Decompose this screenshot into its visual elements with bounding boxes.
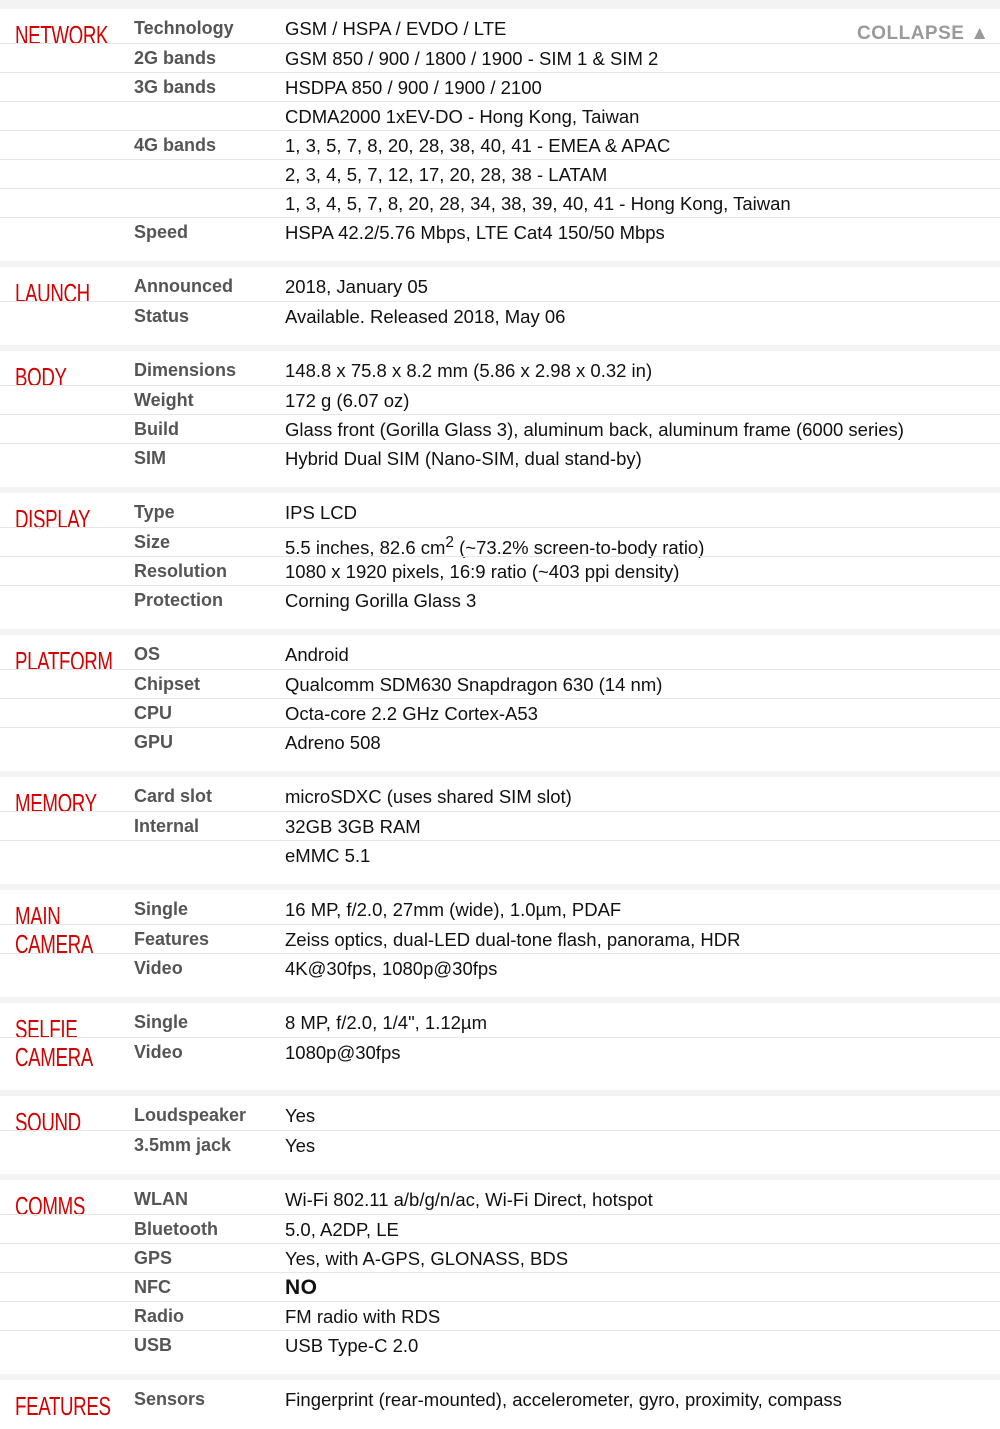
spec-row bbox=[0, 727, 1000, 757]
spec-title[interactable]: Build bbox=[134, 419, 179, 439]
spec-row bbox=[0, 159, 1000, 189]
spec-row bbox=[0, 811, 1000, 841]
spec-row bbox=[0, 43, 1000, 73]
spec-title[interactable]: Video bbox=[134, 958, 183, 978]
spec-row bbox=[0, 414, 1000, 444]
spec-row bbox=[0, 840, 1000, 870]
collapse-button[interactable] bbox=[857, 22, 990, 46]
collapse-label: COLLAPSE bbox=[857, 23, 965, 44]
spec-row bbox=[0, 443, 1000, 473]
section-heading[interactable]: COMMS bbox=[15, 1191, 85, 1221]
spec-row bbox=[0, 782, 1000, 811]
spec-title[interactable]: Internal bbox=[134, 816, 200, 836]
spec-value: Yes, with A-GPS, GLONASS, BDS bbox=[285, 1248, 569, 1269]
spec-title[interactable]: Size bbox=[134, 532, 171, 552]
spec-row bbox=[0, 1214, 1000, 1244]
spec-row bbox=[0, 556, 1000, 586]
spec-section-display bbox=[0, 493, 1000, 629]
section-heading-line: SELFIE bbox=[15, 1014, 78, 1044]
spec-section-sound bbox=[0, 1096, 1000, 1174]
spec-title[interactable]: Sensors bbox=[134, 1389, 206, 1409]
spec-section-main-camera bbox=[0, 890, 1000, 997]
spec-row bbox=[0, 1301, 1000, 1331]
spec-title[interactable]: Protection bbox=[134, 590, 224, 610]
section-heading[interactable]: FEATURES bbox=[15, 1391, 111, 1421]
spec-title[interactable]: WLAN bbox=[134, 1189, 188, 1209]
spec-value: eMMC 5.1 bbox=[285, 845, 371, 866]
spec-section-launch bbox=[0, 267, 1000, 345]
spec-value: Wi-Fi 802.11 a/b/g/n/ac, Wi-Fi Direct, hotspot bbox=[285, 1189, 653, 1210]
spec-value: Yes bbox=[285, 1135, 316, 1156]
spec-row bbox=[0, 924, 1000, 954]
spec-row bbox=[0, 1185, 1000, 1214]
spec-value: GSM / HSPA / EVDO / LTE bbox=[285, 18, 507, 39]
spec-title[interactable]: CPU bbox=[134, 703, 173, 723]
spec-section-platform bbox=[0, 635, 1000, 771]
spec-title[interactable]: Card slot bbox=[134, 786, 213, 806]
spec-row bbox=[0, 1130, 1000, 1160]
spec-title[interactable]: Announced bbox=[134, 276, 233, 296]
spec-title[interactable]: Resolution bbox=[134, 561, 227, 581]
spec-value: IPS LCD bbox=[285, 502, 357, 523]
spec-section-features bbox=[0, 1380, 1000, 1429]
spec-title[interactable]: Speed bbox=[134, 222, 189, 242]
spec-value: Corning Gorilla Glass 3 bbox=[285, 590, 477, 611]
spec-section-network bbox=[0, 9, 1000, 261]
spec-value: GSM 850 / 900 / 1800 / 1900 - SIM 1 & SIM 2 bbox=[285, 48, 659, 69]
spec-row bbox=[0, 188, 1000, 218]
spec-row bbox=[0, 14, 1000, 43]
spec-title[interactable]: Loudspeaker bbox=[134, 1105, 247, 1125]
triangle-up-icon: ▲ bbox=[970, 23, 990, 44]
spec-title[interactable]: Single bbox=[134, 1012, 189, 1032]
spec-value: 32GB 3GB RAM bbox=[285, 816, 421, 837]
spec-value: 1080p@30fps bbox=[285, 1042, 401, 1063]
spec-value: HSPA 42.2/5.76 Mbps, LTE Cat4 150/50 Mbps bbox=[285, 222, 665, 243]
spec-value: Octa-core 2.2 GHz Cortex-A53 bbox=[285, 703, 538, 724]
spec-value: Zeiss optics, dual-LED dual-tone flash, panorama, HDR bbox=[285, 929, 741, 950]
spec-value: 148.8 x 75.8 x 8.2 mm (5.86 x 2.98 x 0.32 in) bbox=[285, 360, 653, 381]
spec-value-rest: (~73.2% screen-to-body ratio) bbox=[454, 537, 705, 559]
spec-title[interactable]: Single bbox=[134, 899, 189, 919]
spec-row bbox=[0, 527, 1000, 557]
section-heading[interactable]: PLATFORM bbox=[15, 646, 113, 676]
spec-value: FM radio with RDS bbox=[285, 1306, 441, 1327]
spec-row bbox=[0, 385, 1000, 415]
spec-title[interactable]: Technology bbox=[134, 18, 234, 38]
spec-value: 1080 x 1920 pixels, 16:9 ratio (~403 ppi density) bbox=[285, 561, 680, 582]
spec-title[interactable]: Features bbox=[134, 929, 210, 949]
spec-row bbox=[0, 1243, 1000, 1273]
spec-row bbox=[0, 669, 1000, 699]
spec-value: 8 MP, f/2.0, 1/4", 1.12µm bbox=[285, 1012, 487, 1033]
spec-value: Fingerprint (rear-mounted), accelerometer, gyro, proximity, compass bbox=[285, 1389, 842, 1410]
spec-title[interactable]: 3G bands bbox=[134, 77, 217, 97]
spec-row bbox=[0, 1330, 1000, 1360]
section-heading[interactable]: BODY bbox=[15, 362, 67, 392]
spec-row bbox=[0, 217, 1000, 247]
spec-row bbox=[0, 1037, 1000, 1067]
spec-title[interactable]: Bluetooth bbox=[134, 1219, 218, 1239]
spec-row bbox=[0, 356, 1000, 385]
superscript: 2 bbox=[445, 534, 454, 551]
spec-title[interactable]: Radio bbox=[134, 1306, 185, 1326]
spec-value: Qualcomm SDM630 Snapdragon 630 (14 nm) bbox=[285, 674, 663, 695]
spec-value: USB Type-C 2.0 bbox=[285, 1335, 419, 1356]
spec-title[interactable]: OS bbox=[134, 644, 161, 664]
spec-value: Hybrid Dual SIM (Nano-SIM, dual stand-by) bbox=[285, 448, 642, 469]
spec-row bbox=[0, 1272, 1000, 1302]
spec-title[interactable]: GPU bbox=[134, 732, 174, 752]
section-heading[interactable]: MEMORY bbox=[15, 788, 97, 818]
spec-row bbox=[0, 101, 1000, 131]
spec-value-main: 5.5 inches, 82.6 cm bbox=[285, 537, 446, 559]
spec-value: Available. Released 2018, May 06 bbox=[285, 306, 566, 327]
spec-row bbox=[0, 895, 1000, 924]
spec-row bbox=[0, 130, 1000, 160]
spec-row bbox=[0, 72, 1000, 102]
spec-value: 5.0, A2DP, LE bbox=[285, 1219, 399, 1240]
spec-title[interactable]: Chipset bbox=[134, 674, 201, 694]
spec-value: 1, 3, 4, 5, 7, 8, 20, 28, 34, 38, 39, 40, 41 - Hong Kong, Taiwan bbox=[285, 193, 791, 214]
spec-value: 172 g (6.07 oz) bbox=[285, 390, 410, 411]
section-heading-line: MAIN bbox=[15, 901, 61, 931]
spec-title[interactable]: SIM bbox=[134, 448, 167, 468]
spec-section-comms bbox=[0, 1180, 1000, 1374]
spec-title[interactable]: GPS bbox=[134, 1248, 173, 1268]
spec-title[interactable]: Status bbox=[134, 306, 190, 326]
spec-value: 1, 3, 5, 7, 8, 20, 28, 38, 40, 41 - EMEA & APAC bbox=[285, 135, 671, 156]
spec-value: Android bbox=[285, 644, 349, 665]
spec-title[interactable]: NFC bbox=[134, 1277, 171, 1297]
spec-value: 16 MP, f/2.0, 27mm (wide), 1.0µm, PDAF bbox=[285, 899, 622, 920]
spec-title[interactable]: Type bbox=[134, 502, 175, 522]
spec-value: Yes bbox=[285, 1105, 316, 1126]
spec-row bbox=[0, 585, 1000, 615]
spec-row bbox=[0, 272, 1000, 301]
spec-section-body bbox=[0, 351, 1000, 487]
spec-section-selfie-camera bbox=[0, 1003, 1000, 1090]
section-heading[interactable]: SOUND bbox=[15, 1107, 81, 1137]
spec-value: Glass front (Gorilla Glass 3), aluminum back, aluminum frame (6000 series) bbox=[285, 419, 904, 440]
spec-row bbox=[0, 1101, 1000, 1130]
spec-section-memory bbox=[0, 777, 1000, 884]
spec-value: 2, 3, 4, 5, 7, 12, 17, 20, 28, 38 - LATAM bbox=[285, 164, 608, 185]
spec-row bbox=[0, 953, 1000, 983]
spec-row bbox=[0, 1008, 1000, 1037]
spec-row bbox=[0, 498, 1000, 527]
spec-row bbox=[0, 640, 1000, 669]
spec-title[interactable]: Video bbox=[134, 1042, 183, 1062]
spec-value: 2018, January 05 bbox=[285, 276, 428, 297]
section-heading[interactable]: LAUNCH bbox=[15, 278, 90, 308]
spec-title[interactable]: Dimensions bbox=[134, 360, 237, 380]
spec-row bbox=[0, 1385, 1000, 1414]
spec-title[interactable]: Weight bbox=[134, 390, 194, 410]
spec-title[interactable]: 3.5mm jack bbox=[134, 1135, 232, 1155]
spec-value: Adreno 508 bbox=[285, 732, 381, 753]
section-heading-line: CAMERA bbox=[15, 1042, 93, 1072]
section-heading[interactable]: NETWORK bbox=[15, 20, 109, 50]
spec-row bbox=[0, 301, 1000, 331]
spec-value: 4K@30fps, 1080p@30fps bbox=[285, 958, 498, 979]
spec-title[interactable]: 4G bands bbox=[134, 135, 217, 155]
spec-title[interactable]: USB bbox=[134, 1335, 173, 1355]
spec-row bbox=[0, 698, 1000, 728]
spec-value: microSDXC (uses shared SIM slot) bbox=[285, 786, 572, 807]
spec-value: CDMA2000 1xEV-DO - Hong Kong, Taiwan bbox=[285, 106, 640, 127]
spec-value: HSDPA 850 / 900 / 1900 / 2100 bbox=[285, 77, 542, 98]
section-heading-line: CAMERA bbox=[15, 929, 93, 959]
spec-title[interactable]: 2G bands bbox=[134, 48, 217, 68]
spec-value: NO bbox=[285, 1276, 318, 1299]
section-heading[interactable]: DISPLAY bbox=[15, 504, 91, 534]
